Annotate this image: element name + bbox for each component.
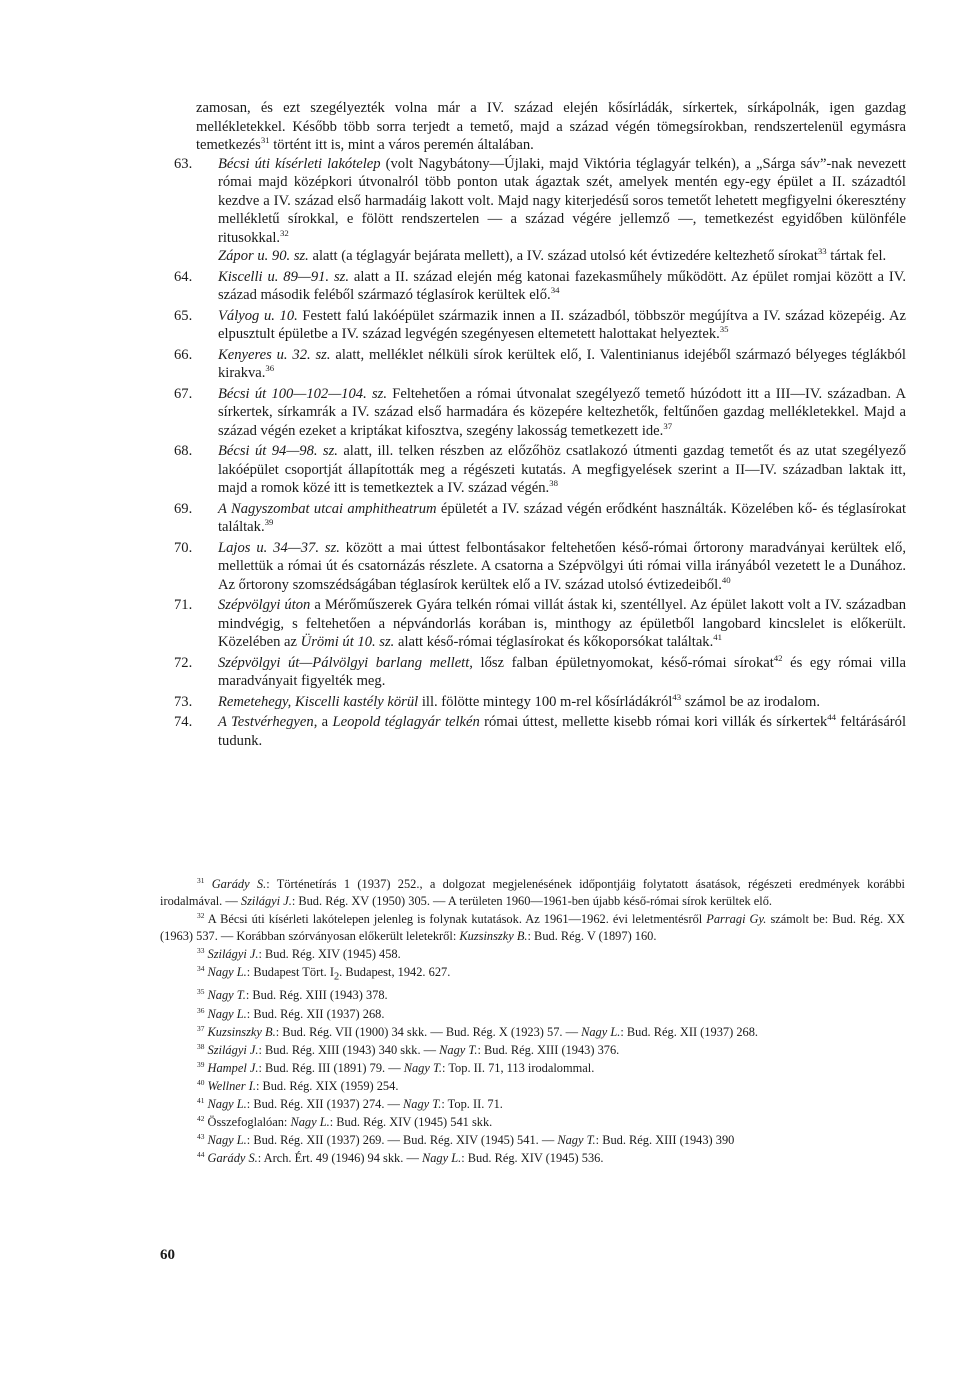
footnote-item xyxy=(160,911,905,945)
entry-number: 63. xyxy=(174,155,193,172)
entry-number: 71. xyxy=(174,597,193,613)
entry-text: Szépvölgyi út—Pálvölgyi barlang mellett, lősz falban épületnyomokat, késő-római sírokat$^{42}$ és egy római villa maradványait figyelték meg. xyxy=(218,652,906,689)
footnote-item xyxy=(160,876,905,910)
entry-item xyxy=(174,442,906,498)
entry-text: Lajos u. 34—37. sz. között a mai úttest felbontásakor feltehetően késő-római őrtorony maradványai kerültek elő, mellettük a római út és csatornázás részlete. A csatorna a Szépvölgyi úti római villa irányából vezetett le a Dunához. Az őrtorony szomszédságában téglasírok kerültek elő a IV. század utolsó évtizedeiből.$^{40}$ xyxy=(218,539,906,593)
page-number: 60 xyxy=(160,1247,175,1263)
footnote-item xyxy=(160,1096,905,1113)
entry-item xyxy=(174,712,907,750)
footnote-item xyxy=(160,964,905,986)
main-text xyxy=(174,99,907,750)
entry-text: Kiscelli u. 89—91. sz. alatt a II. század elején még katonai fazekasműhely működött. Az épület romjai között a IV. század második feléből származó téglasírok kerültek elő.$^{34}$ xyxy=(218,268,906,303)
intro-text: zamosan, és ezt szegélyezték volna már a IV. század elején kősírládák, sírkertek, sírkápolnák, igen gazdag mellékletekkel. Később több sorra terjedt a temető, majd a század végén tömegsírokban, rendszertelenül egymásra temetkezés xyxy=(196,100,906,153)
entry-text: Bécsi út 100—102—104. sz. Feltehetően a római útvonalat szegélyező temető húzódott itt a III—IV. században. A sírkertek, sírkamrák a IV. század első harmadára és közepére keltezhetők, feltűnően gazdag mellékletekkel. Majd a század végén ezeket a kriptákat kifosztva, szegény lakosság temetkezett ide.$^{37}$ xyxy=(218,385,906,439)
footnote-number: 35 xyxy=(197,987,205,997)
footnote-number: 43 xyxy=(197,1132,205,1142)
entry-number: 66. xyxy=(174,346,193,363)
footnote-item xyxy=(160,1114,905,1131)
entry-number: 67. xyxy=(174,385,193,402)
entry-number: 69. xyxy=(174,500,193,517)
entry-number: 64. xyxy=(174,268,193,285)
footnote-text: Hampel J.: Bud. Rég. III (1891) 79. — Nagy T.: Top. II. 71, 113 irodalommal. xyxy=(207,1060,595,1075)
footnote-text: Nagy L.: Bud. Rég. XII (1937) 269. — Bud. Rég. XIV (1945) 541. — Nagy T.: Bud. Rég. XIII (1943) 390 xyxy=(207,1133,735,1148)
footnote-item xyxy=(160,987,905,1004)
entry-number: 70. xyxy=(174,539,193,556)
footnote-item xyxy=(160,1078,905,1095)
footnote-number: 40 xyxy=(197,1077,205,1087)
intro-paragraph xyxy=(196,99,906,155)
entry-text: A Testvérhegyen, a Leopold téglagyár telkén római úttest, mellette kisebb római kori villák és sírkertek$^{44}$ feltárásáról tudunk. xyxy=(218,712,907,749)
entry-item xyxy=(174,346,906,383)
footnote-number: 34 xyxy=(197,963,205,973)
footnote-text: Nagy L.: Bud. Rég. XII (1937) 268. xyxy=(207,1006,385,1021)
footnote-number: 38 xyxy=(197,1041,205,1051)
footnote-number: 37 xyxy=(197,1023,205,1033)
footnote-text: Wellner I.: Bud. Rég. XIX (1959) 254. xyxy=(207,1078,399,1093)
footnote-number: 39 xyxy=(197,1059,205,1069)
entry-item xyxy=(174,500,907,537)
entry-number: 72. xyxy=(174,654,193,671)
footnote-text: Kuzsinszky B.: Bud. Rég. VII (1900) 34 skk. — Bud. Rég. X (1923) 57. — Nagy L.: Bud. Rég. XII (1937) 268. xyxy=(207,1024,759,1039)
footnote-item xyxy=(160,1132,905,1149)
entry-number: 73. xyxy=(174,693,193,710)
entry-text: A Nagyszombat utcai amphitheatrum épületét a IV. század végén erődként használták. Közelében kő- és téglasírokat találtak.$^{39}$ xyxy=(218,500,907,535)
footnote-number: 32 xyxy=(197,910,205,920)
entry-item xyxy=(174,596,906,652)
intro-tail-text: történt itt is, mint a város peremén általában. xyxy=(269,137,534,153)
entry-text: Bécsi út 94—98. sz. alatt, ill. telken részben az előzőhöz csatlakozó útmenti gazdag temetőt és az utat szegélyező lakóépület csoportját állapították meg a régészeti kutatás. A megfigyelések szerint a II—IV. században laktak itt, majd a romok közé itt is temetkeztek a IV. század végén.$^{38}$ xyxy=(218,443,906,496)
entry-item xyxy=(174,385,906,441)
entry-item xyxy=(174,652,906,691)
entry-number: 74. xyxy=(174,714,193,730)
entry-item xyxy=(174,307,906,344)
footnote-item xyxy=(160,1150,905,1167)
footnote-item xyxy=(160,946,905,963)
footnotes xyxy=(160,876,905,1167)
footnote-text: Nagy T.: Bud. Rég. XIII (1943) 378. xyxy=(207,988,388,1003)
footnote-item xyxy=(160,1060,905,1077)
entry-item xyxy=(174,155,907,266)
entry-text: Remetehegy, Kiscelli kastély körül ill. fölötte mintegy 100 m-rel kősírládákról$^{43}$ számol be az irodalom. xyxy=(218,691,821,710)
footnote-text: Nagy L.: Bud. Rég. XII (1937) 274. — Nagy T.: Top. II. 71. xyxy=(207,1097,503,1111)
entry-text: Szépvölgyi úton a Mérőműszerek Gyára telkén római villát ástak ki, szentéllyel. Az épület lakott volt a IV. században mindvégig, s feltehetően a népvándorlás korában is, minthogy az épületből langobard kincslelet is előkerült. Közelében az Ürömi út 10. sz. alatt késő-római téglasírokat és kőkoporsókat találtak.$^{41}$ xyxy=(218,597,906,650)
footnote-text: Garády S.: Történetírás 1 (1937) 252., a dolgozat megjelenésének időpontjáig folytatott ásatások, régészeti eredmények korábbi irodalmával. — Szilágyi J.: Bud. Rég. XV (1950) 305. — A területen 1960—1961-ben újabb késő-római sírok kerültek elő. xyxy=(160,877,905,908)
footnote-text: Nagy L.: Budapest Tört. $I_2$. Budapest, 1942. 627. xyxy=(207,964,451,983)
entry-text: Vályog u. 10. Festett falú lakóépület származik innen a II. századból, többször megújítva a IV. század közepéig. Az elpusztult épületbe a IV. század legvégén szegényesen eltemetett halottakat helyeztek.$^{35}$ xyxy=(218,307,906,342)
entry-item xyxy=(174,268,906,305)
intro-footnote-ref: 31 xyxy=(260,135,270,146)
footnote-text: Összefoglalóan: Nagy L.: Bud. Rég. XIV (1945) 541 skk. xyxy=(204,1115,493,1130)
footnote-number: 33 xyxy=(197,945,205,955)
footnote-number: 44 xyxy=(197,1150,205,1160)
footnote-number: 31 xyxy=(197,875,205,885)
entry-item xyxy=(174,691,906,712)
footnote-text: Szilágyi J.: Bud. Rég. XIII (1943) 340 skk. — Nagy T.: Bud. Rég. XIII (1943) 376. xyxy=(207,1042,620,1057)
entry-number: 65. xyxy=(174,307,193,324)
entry-number: 68. xyxy=(174,443,193,459)
entry-text: Bécsi úti kísérleti lakótelep (volt Nagybátony—Újlaki, majd Viktória téglagyár telkén), a „Sárga sáv”-nak nevezett római majd középkori útvonalról több ponton utak ágaztak szét, amelyek mentén egy-egy épület a II. századtól kezdve a IV. század első harmadáig lakott volt. Majd nagy kiterjedésű soros temetőt lehetett megfigyelni ókeresztény mellékletű sírokkal, e fölött rendszertelen — a század végére jellemző —, temetkezést egyidőben különféle ritusokkal.$^{32}$ Zápor u. 90. sz. alatt (a téglagyár bejárata mellett), a IV. század utolsó két évtizedére keltezhető sírokat$^{33}$ tártak fel. xyxy=(218,155,907,264)
footnote-item xyxy=(160,1042,905,1059)
footnote-text: Szilágyi J.: Bud. Rég. XIV (1945) 458. xyxy=(207,946,401,961)
entry-item xyxy=(174,539,906,595)
footnote-item xyxy=(160,1006,905,1023)
entry-text: Kenyeres u. 32. sz. alatt, melléklet nélküli sírok kerültek elő, I. Valentinianus idejéből származó bélyeges téglákból kirakva.$^{36}$ xyxy=(218,346,906,381)
entry-list xyxy=(174,155,907,751)
footnote-number: 41 xyxy=(197,1095,205,1105)
footnote-text: A Bécsi úti kísérleti lakótelepen jelenleg is folynak kutatások. Az 1961—1962. évi leletmentésről Parragi Gy. számolt be: Bud. Rég. XX (1963) 537. — Korábban szórványosan előkerült leletekről: Kuzsinszky B.: Bud. Rég. V (1897) 160. xyxy=(160,911,906,943)
footnote-number: 36 xyxy=(197,1005,205,1015)
footnote-text: Garády S.: Arch. Ért. 49 (1946) 94 skk. — Nagy L.: Bud. Rég. XIV (1945) 536. xyxy=(207,1151,604,1166)
footnote-item xyxy=(160,1024,905,1041)
footnote-number: 42 xyxy=(197,1113,205,1123)
